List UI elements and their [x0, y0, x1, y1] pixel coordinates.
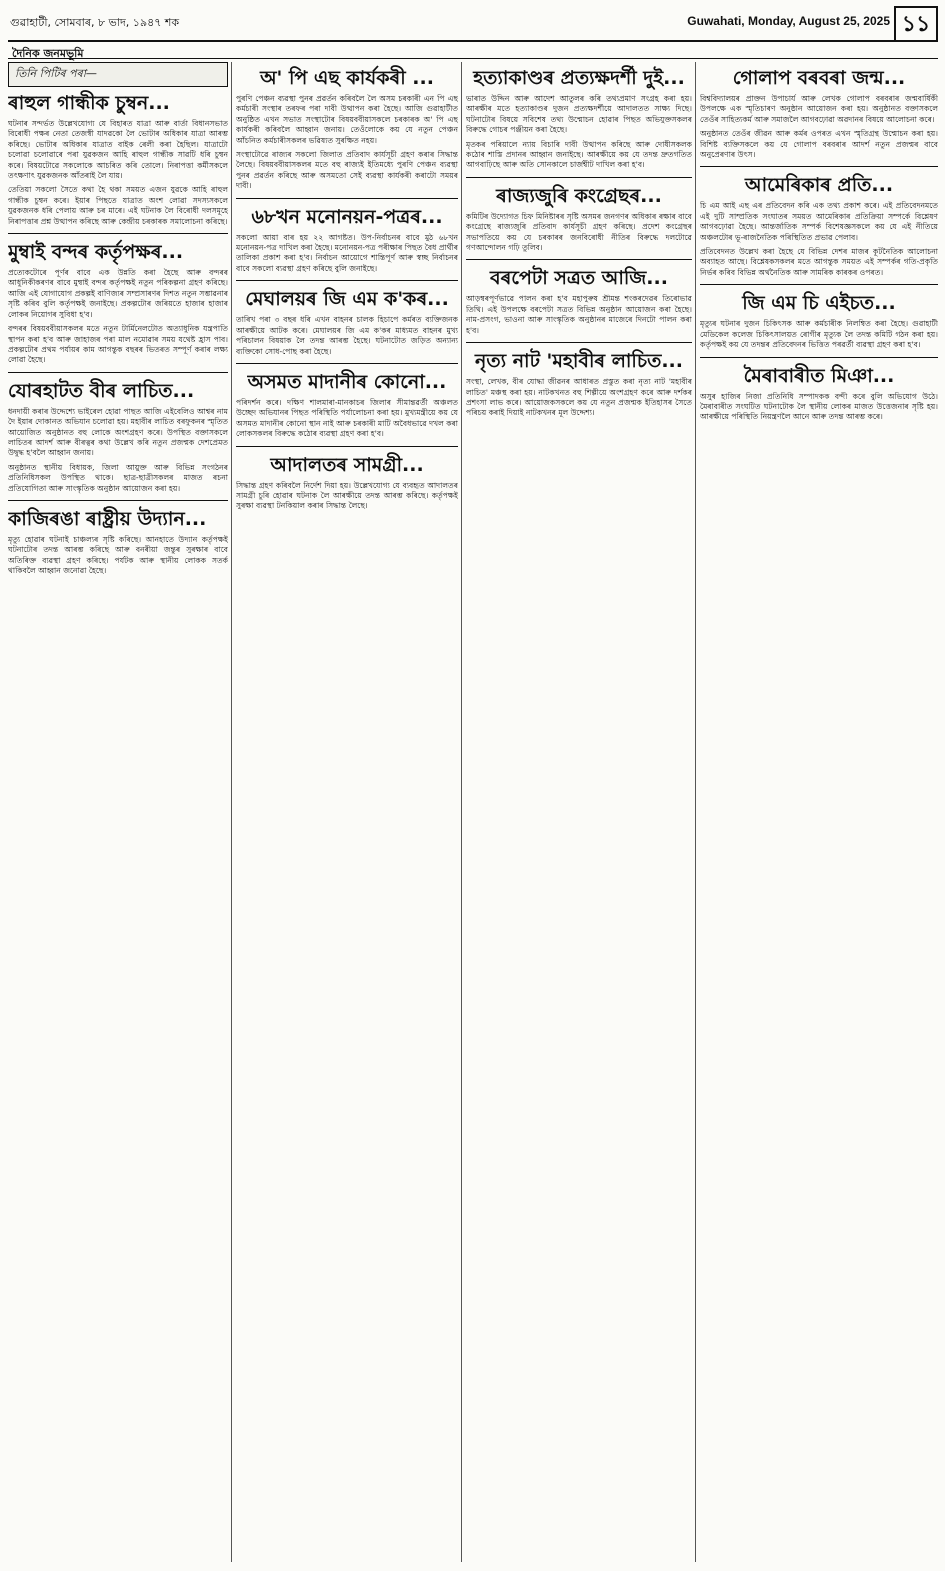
headline: হত্যাকাণ্ডৰ প্ৰত্যক্ষদৰ্শী দুই... [473, 67, 685, 89]
article-text: অসুৰ হাজিৰ নিজা প্ৰতিনিধি সম্পাদকক বন্দী কৰে বুলি অভিযোগ উঠে। মৈৰাবাৰীত সংঘটিত ঘটনাটোক লৈ স্থানীয় লোকৰ মাজত উত্তেজনাৰ সৃষ্টি হয়। আৰক্ষীয়ে পৰিস্থিতি নিয়ন্ত্ৰণলৈ আনে আৰু তদন্ত আৰম্ভ কৰে। [700, 391, 938, 422]
headline: জি এম চি এইচত... [742, 292, 896, 315]
headline: মুম্বাই বন্দৰ কৰ্তৃপক্ষৰ... [8, 241, 184, 264]
divider [700, 284, 938, 285]
divider [236, 363, 458, 364]
article-text: চি এম আই এছ এৰ প্ৰতিবেদন কৰি এক তথ্য প্ৰকাশ কৰে। এই প্ৰতিবেদনমতে এই দুটি সাম্প্ৰতিক সংঘাতৰ সময়ত আমেৰিকাৰ প্ৰতিক্ৰিয়া সম্পৰ্কে বিশ্লেষণ আগবঢ়োৱা হৈছে। আন্তৰ্জাতিক সম্পৰ্ক বিশেষজ্ঞসকলে কয় যে এই নীতিয়ে অঞ্চলটোৰ ভূ-ৰাজনৈতিক পৰিস্থিতিত প্ৰভাৱ পেলাব। [700, 201, 938, 242]
headline: আদালতৰ সামগ্ৰী... [270, 453, 424, 476]
headline: বৰপেটা সত্ৰত আজি... [490, 267, 668, 290]
divider [8, 500, 228, 501]
headline: ৬৮খন মনোনয়ন-পত্ৰৰ... [251, 205, 443, 228]
article-text: পৰিদৰ্শন কৰে। দক্ষিণ শালমাৰা-মানকাচৰ জিলাৰ সীমান্তৱৰ্তী অঞ্চলত উচ্ছেদ অভিযানৰ পিছত পৰিস্থিতি পৰ্যালোচনা কৰা হয়। মুখ্যমন্ত্ৰীয়ে কয় যে অসমত মাদানীৰ কোনো স্থান নাই আৰু চৰকাৰী মাটি অবৈধভাৱে দখল কৰা লোকসকলৰ বিৰুদ্ধে কঠোৰ ব্যৱস্থা গ্ৰহণ কৰা হ'ব। [236, 397, 458, 439]
paper-name: দৈনিক জনমভূমি [12, 47, 84, 60]
headline: মৈৰাবাৰীত মিঞা... [743, 364, 895, 387]
article-text: প্ৰতিবেদনত উল্লেখ কৰা হৈছে যে বিভিন্ন দেশৰ মাজৰ কূটনৈতিক আলোচনা অব্যাহত আছে। বিশ্লেষকসকলৰ মতে আগন্তুক সময়ত এই সম্পৰ্কৰ গতি-প্ৰকৃতি নিৰ্ভৰ কৰিব বিভিন্ন অৰ্থনৈতিক আৰু সামৰিক কাৰকৰ ওপৰত। [700, 247, 938, 277]
divider [466, 342, 692, 343]
article-text: কমিটিৰ উদ্যোগত চিফ মিনিষ্টাৰৰ সৃষ্টি অসমৰ জনগণৰ অধিকাৰ ৰক্ষাৰ বাবে কংগ্ৰেছে ৰাজ্যজুৰি প্ৰতিবাদ কাৰ্যসূচী গ্ৰহণ কৰিছে। প্ৰদেশ কংগ্ৰেছৰ সভাপতিয়ে কয় যে চৰকাৰৰ জনবিৰোধী নীতিৰ বিৰুদ্ধে দলটোৱে গণআন্দোলন গঢ়ি তুলিব। [466, 211, 692, 253]
headline: অসমত মাদানীৰ কোনো... [247, 370, 447, 393]
divider [466, 259, 692, 260]
headline: আমেৰিকাৰ প্ৰতি... [744, 174, 894, 197]
article-text: মৃতকৰ পৰিয়ালে ন্যায় বিচাৰি দাবী উত্থাপন কৰিছে আৰু দোষীসকলক কঠোৰ শাস্তি প্ৰদানৰ আহ্বান জনাইছে। আৰক্ষীয়ে কয় যে তদন্ত দ্ৰুতগতিত আগবাঢ়িছে আৰু অতি সোনকালে চাৰ্জশ্বীট দাখিল কৰা হ'ব। [466, 139, 692, 170]
divider [466, 177, 692, 178]
article-text: সকলো আয়া বাৰ হয় ২২ আগষ্টত। উপ-নিৰ্বাচনৰ বাবে মুঠ ৬৮খন মনোনয়ন-পত্ৰ দাখিল কৰা হৈছে। মনোনয়ন-পত্ৰ পৰীক্ষাৰ পিছত বৈধ প্ৰাৰ্থীৰ তালিকা প্ৰকাশ কৰা হ'ব। নিৰ্বাচন আয়োগে শান্তিপূৰ্ণ আৰু স্বচ্ছ নিৰ্বাচনৰ বাবে সকলো ব্যৱস্থা গ্ৰহণ কৰিছে বুলি জনাইছে। [236, 232, 458, 273]
divider [700, 357, 938, 358]
divider [236, 198, 458, 199]
article-text: পুৰণি পেঞ্চন ব্যৱস্থা পুনৰ প্ৰৱৰ্তন কৰিবলৈ লৈ অসম চৰকাৰী এন পি এছ কৰ্মচাৰী সংস্থাৰ তৰফৰ পৰা দাবী উত্থাপন কৰা হৈছে। আজি গুৱাহাটীত অনুষ্ঠিত এখন সভাত সংস্থাটোৰ বিষয়ববীয়াসকলে চৰকাৰক অ' পি এছ কাৰ্যকৰী কৰিবলৈ আহ্বান জনায়। তেওঁলোকে কয় যে নতুন পেঞ্চন আঁচনিত কৰ্মচাৰীসকলৰ ভৱিষ্যত সুৰক্ষিত নহয়। [236, 94, 458, 145]
page-header [8, 6, 938, 42]
column-4 [700, 62, 938, 1562]
header-date-english: Guwahati, Monday, August 25, 2025 [687, 14, 890, 28]
article-text: অনুষ্ঠানত তেওঁৰ জীৱন আৰু কৰ্মৰ ওপৰত এখন স্মৃতিগ্ৰন্থ উন্মোচন কৰা হয়। বিশিষ্ট ব্যক্তিসকলে কয় যে গোলাপ বৰবৰাৰ আদৰ্শ নতুন প্ৰজন্মৰ বাবে অনুপ্ৰেৰণাৰ উৎস। [700, 129, 938, 160]
article-text: ধনদায়ী কৰাৰ উদ্দেশ্যে ভাইৰেল হোৱা পাছত আজি এইবেলিও আশ্বৰ নাম দৈ ইয়াৰ দোকানত অভিযান চলোৱা হয়। মহাবীৰ লাচিত বৰফুকনৰ স্মৃতিত আয়োজিত অনুষ্ঠানত বহু লোকে অংশগ্ৰহণ কৰে। উপস্থিত বক্তাসকলে লাচিতৰ আদৰ্শ আৰু বীৰত্বৰ কথা উল্লেখ কৰি নতুন প্ৰজন্মক দেশপ্ৰেমত উদ্বুদ্ধ হ'বলৈ আহ্বান জনায়। [8, 406, 228, 458]
article-text: প্ৰত্যেকটোৰে পূৰ্ণৰ বাবে এক উন্নতি কৰা হৈছে আৰু বন্দৰৰ আধুনিকীকৰণৰ বাবে মুম্বাই বন্দৰ কৰ্তৃপক্ষই নতুন পৰিকল্পনা গ্ৰহণ কৰিছে। আজি এই যোগাযোগ প্ৰকল্পই বাণিজ্যৰ সম্প্ৰসাৰণৰ দিশত নতুন সম্ভাৱনাৰ সৃষ্টি কৰিব বুলি কৰ্তৃপক্ষই জনাইছে। প্ৰকল্পটোৰ জৰিয়তে হাজাৰ হাজাৰ লোকৰ নিয়োগৰ সুবিধা হ'ব। [8, 268, 228, 319]
article-text: সিদ্ধান্ত গ্ৰহণ কৰিবলৈ নিৰ্দেশ দিয়া হয়। উল্লেখযোগ্য যে ব্যবহৃত আদালতৰ সামগ্ৰী চুৰি হোৱাৰ ঘটনাক লৈ আৰক্ষীয়ে তদন্ত আৰম্ভ কৰিছে। কৰ্তৃপক্ষই সুৰক্ষা ব্যৱস্থা টনকিয়াল কৰাৰ সিদ্ধান্ত লৈছে। [236, 480, 458, 511]
column-2 [236, 62, 458, 1562]
article-text: সংস্থা, লেখক, বীৰ যোদ্ধা জীৱনৰ আধাৰত প্ৰস্তুত কৰা নৃত্য নাট 'মহাবীৰ লাচিত' মঞ্চস্থ কৰা হয়। নাটকখনত বহু শিল্পীয়ে অংশগ্ৰহণ কৰে আৰু দৰ্শকৰ প্ৰশংসা লাভ কৰে। আয়োজকসকলে কয় যে নতুন প্ৰজন্মক ইতিহাসৰ সৈতে পৰিচয় কৰাই দিয়াই নাটকখনৰ মূল উদ্দেশ্য। [466, 377, 692, 418]
masthead-strip [8, 40, 938, 59]
headline: নৃত্য নাট 'মহাবীৰ লাচিত... [475, 350, 683, 373]
article-text: সংস্থাটোৱে ৰাজ্যৰ সকলো জিলাত প্ৰতিবাদ কাৰ্যসূচী গ্ৰহণ কৰাৰ সিদ্ধান্ত লৈছে। বিষয়ববীয়াসকলৰ মতে বহু ৰাজ্যই ইতিমধ্যে পুৰণি পেঞ্চন ব্যৱস্থা পুনৰ প্ৰৱৰ্তন কৰিছে আৰু অসমতো সেই ব্যৱস্থা কাৰ্যকৰী কৰাটো সময়ৰ দাবী। [236, 150, 458, 191]
headline: যোৰহাটত বীৰ লাচিত... [8, 379, 195, 402]
page-number: ১১ [894, 6, 938, 42]
article-text: অনুষ্ঠানত স্থানীয় বিধায়ক, জিলা আয়ুক্ত আৰু বিভিন্ন সংগঠনৰ প্ৰতিনিধিসকল উপস্থিত থাকে। ছাত্ৰ-ছাত্ৰীসকলৰ মাজত ৰচনা প্ৰতিযোগিতা আৰু সাংস্কৃতিক অনুষ্ঠান আয়োজন কৰা হয়। [8, 462, 228, 493]
headline: গোলাপ বৰবৰা জন্ম... [732, 67, 906, 89]
article-text: তাৰিখ পৰা ৩ বছৰ ধৰি এখন বাহনৰ চালক হিচাপে কৰ্মৰত ব্যক্তিজনক আৰক্ষীয়ে আটক কৰে। মেঘালয়ৰ জি এম ক'কৰ মাধ্যমত বাহনৰ মুখ্য পৰিচালন বিষয়াক লৈ তদন্ত আৰম্ভ হৈছে। ঘটনাটোত জড়িত অন্যান্য ব্যক্তিকো সোধ-পোছ কৰা হৈছে। [236, 315, 458, 356]
column-1 [8, 62, 228, 1562]
divider [8, 233, 228, 234]
article-text: আড়ম্বৰপূৰ্ণভাৱে পালন কৰা হ'ব মহাপুৰুষ শ্ৰীমন্ত শংকৰদেৱৰ তিৰোভাৱ তিথি। এই উপলক্ষে বৰপেটা সত্ৰত বিভিন্ন অনুষ্ঠান আয়োজন কৰা হৈছে। নাম-প্ৰসংগ, ভাওনা আৰু সাংস্কৃতিক অনুষ্ঠানৰ মাজেৰে দিনটো পালন কৰা হ'ব। [466, 294, 692, 335]
headline: কাজিৰঙা ৰাষ্ট্ৰীয় উদ্যান... [8, 507, 207, 530]
article-text: ভাৰাত উদ্দিন আৰু আদেশ আতুলৰ কৰি তথ্যপ্ৰমাণ সংগ্ৰহ কৰা হয়। আৰক্ষীৰ মতে হত্যাকাণ্ডৰ দুজন প্ৰত্যক্ষদৰ্শীয়ে আদালতত সাক্ষ্য দিছে। ঘটনাটোৰ বিষয়ে সবিশেষ তথ্য উন্মোচন হোৱাৰ পিছত অভিযুক্তসকলৰ বিৰুদ্ধে গোচৰ পঞ্জীয়ন কৰা হৈছে। [466, 94, 692, 135]
header-date-assamese: গুৱাহাটী, সোমবাৰ, ৮ ভাদ, ১৯৪৭ শক [10, 16, 180, 29]
column-divider [695, 62, 696, 1562]
divider [236, 446, 458, 447]
continued-section-label: তিনি পিটিৰ পৰা— [8, 62, 228, 87]
divider [700, 166, 938, 167]
headline: অ' পি এছ কাৰ্যকৰী ... [260, 67, 434, 89]
article-text: বন্দৰৰ বিষয়ববীয়াসকলৰ মতে নতুন টাৰ্মিনেলটোত অত্যাধুনিক যন্ত্ৰপাতি স্থাপন কৰা হ'ব আৰু জাহাজৰ পৰা মাল নমোৱাৰ সময় যথেষ্ট হ্ৰাস পাব। প্ৰকল্পটোৰ প্ৰথম পৰ্যায়ৰ কাম আগন্তুক বছৰৰ ভিতৰত সম্পূৰ্ণ কৰাৰ লক্ষ্য লোৱা হৈছে। [8, 324, 228, 365]
divider [236, 280, 458, 281]
article-text: ঘটনাৰ সন্দৰ্ভত উল্লেখযোগ্য যে বিহাৰত যাত্ৰা আৰু বাৰ্তা বিধানসভাত বিৰোধী পক্ষৰ নেতা তেজস্বী যাদৱকো লৈ ভোটাৰ অধিকাৰ যাত্ৰা আৰম্ভ কৰিছে। ভোটাৰ অধিকাৰ যাত্ৰাত বাইক ৰেলী কৰা হৈছিল। যাত্ৰাটো চলোৱা চলোৱাৰে পৰা যুৱকজন আহি ৰাহুল গান্ধীক সাৱটি ধৰি চুম্বন কৰে। বিষয়টোৱে সকলোকে আচৰিত কৰি তোলে। নিৰাপত্তা কৰ্মীসকলে তৎক্ষণাৎ যুৱকজনক আঁতৰাই লৈ যায়। [8, 119, 228, 181]
divider [8, 372, 228, 373]
article-text: তেতিয়া সকলো সৈতে কথা হৈ থকা সময়ত এজন যুৱকে আহি ৰাহুল গান্ধীক চুম্বন কৰে। ইয়াৰ পিছতে যাত্ৰাত অংশ লোৱা সদস্যসকলে যুৱকজনক ধৰি পেলায় আৰু চৰ মাৰে। এই ঘটনাক লৈ বিৰোধী দলসমূহে নিৰাপত্তাৰ প্ৰশ্ন উত্থাপন কৰিছে আৰু কেন্দ্ৰীয় চৰকাৰক সমালোচনা কৰিছে। [8, 185, 228, 226]
article-text: মৃত্যু হোৱাৰ ঘটনাই চাঞ্চল্যৰ সৃষ্টি কৰিছে। আনহাতে উদ্যান কৰ্তৃপক্ষই ঘটনাটোৰ তদন্ত আৰম্ভ কৰিছে আৰু বনৰীয়া জন্তুৰ সুৰক্ষাৰ বাবে অতিৰিক্ত ব্যৱস্থা গ্ৰহণ কৰিছে। পৰ্যটক আৰু স্থানীয় লোকক সতৰ্ক থাকিবলৈ আহ্বান জনোৱা হৈছে। [8, 534, 228, 576]
headline: ৰাহুল গান্ধীক চুম্বন... [8, 92, 170, 114]
headline: মেঘালয়ৰ জি এম ক'কৰ... [245, 288, 449, 311]
column-divider [231, 62, 232, 1562]
article-text: মৃত্যুৰ ঘটনাৰ দুজন চিকিৎসক আৰু কৰ্মচাৰীক নিলম্বিত কৰা হৈছে। গুৱাহাটী মেডিকেল কলেজ চিকিৎসালয়ত ৰোগীৰ মৃত্যুক লৈ তদন্ত কমিটি গঠন কৰা হয়। কৰ্তৃপক্ষই কয় যে তদন্তৰ প্ৰতিবেদনৰ ভিত্তিত পৰৱৰ্তী ব্যৱস্থা গ্ৰহণ কৰা হ'ব। [700, 319, 938, 350]
article-text: বিশ্ববিদ্যালয়ৰ প্ৰাক্তন উপাচাৰ্য আৰু লেখক গোলাপ বৰবৰাৰ জন্মবাৰ্ষিকী উপলক্ষে এক স্মৃতিচাৰণ অনুষ্ঠান আয়োজন কৰা হয়। অনুষ্ঠানত বক্তাসকলে তেওঁৰ সাহিত্যকৰ্ম আৰু সমাজলৈ আগবঢ়োৱা অৱদানৰ বিষয়ে আলোচনা কৰে। [700, 94, 938, 124]
column-3 [466, 62, 692, 1562]
column-divider [461, 62, 462, 1562]
headline: ৰাজ্যজুৰি কংগ্ৰেছৰ... [496, 184, 662, 207]
